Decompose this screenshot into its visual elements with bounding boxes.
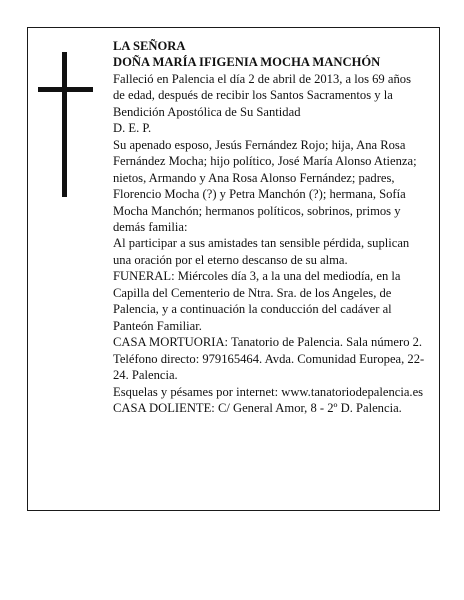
cross-icon-arm [38,87,93,92]
obituary-text [113,38,425,416]
funeral-info: FUNERAL: Miércoles día 3, a la una del mediodía, en la Capilla del Cementerio de Ntra. Sra. de los Angeles, de Palencia, y a continuación la conducción del cadáver al Panteón Familiar. [113,269,401,333]
notice-heading: LA SEÑORA [113,39,186,53]
prayer-request: Al participar a sus amistades tan sensible pérdida, suplican una oración por el eterno descanso de su alma. [113,236,410,267]
rip: D. E. P. [113,121,152,136]
online-condolences: Esquelas y pésames por internet: www.tanatoriodepalencia.es [113,384,424,399]
family-residence: CASA DOLIENTE: C/ General Amor, 8 - 2º D. Palencia. [113,400,402,415]
family-list: Su apenado esposo, Jesús Fernández Rojo; hija, Ana Rosa Fernández Mocha; hijo político, José María Alonso Atienza; nietos, Armando y Ana Rosa Alonso Fernández; padres, Florencio Mocha (?) y Petra Manchón (?); hermana, Sofía Mocha Manchón; hermanos políticos, sobrinos, primos y demás familia: [113,137,417,234]
cross-icon [62,52,67,197]
death-details: Falleció en Palencia el día 2 de abril de 2013, a los 69 años de edad, después de recibir los Santos Sacramentos y la Bendición Apostólica de Su Santidad [113,71,411,119]
funeral-home-info: CASA MORTUORIA: Tanatorio de Palencia. Sala número 2. Teléfono directo: 979165464. Avda. Comunidad Europea, 22-24. Palencia. [113,335,425,383]
deceased-name: DOÑA MARÍA IFIGENIA MOCHA MANCHÓN [113,55,381,70]
